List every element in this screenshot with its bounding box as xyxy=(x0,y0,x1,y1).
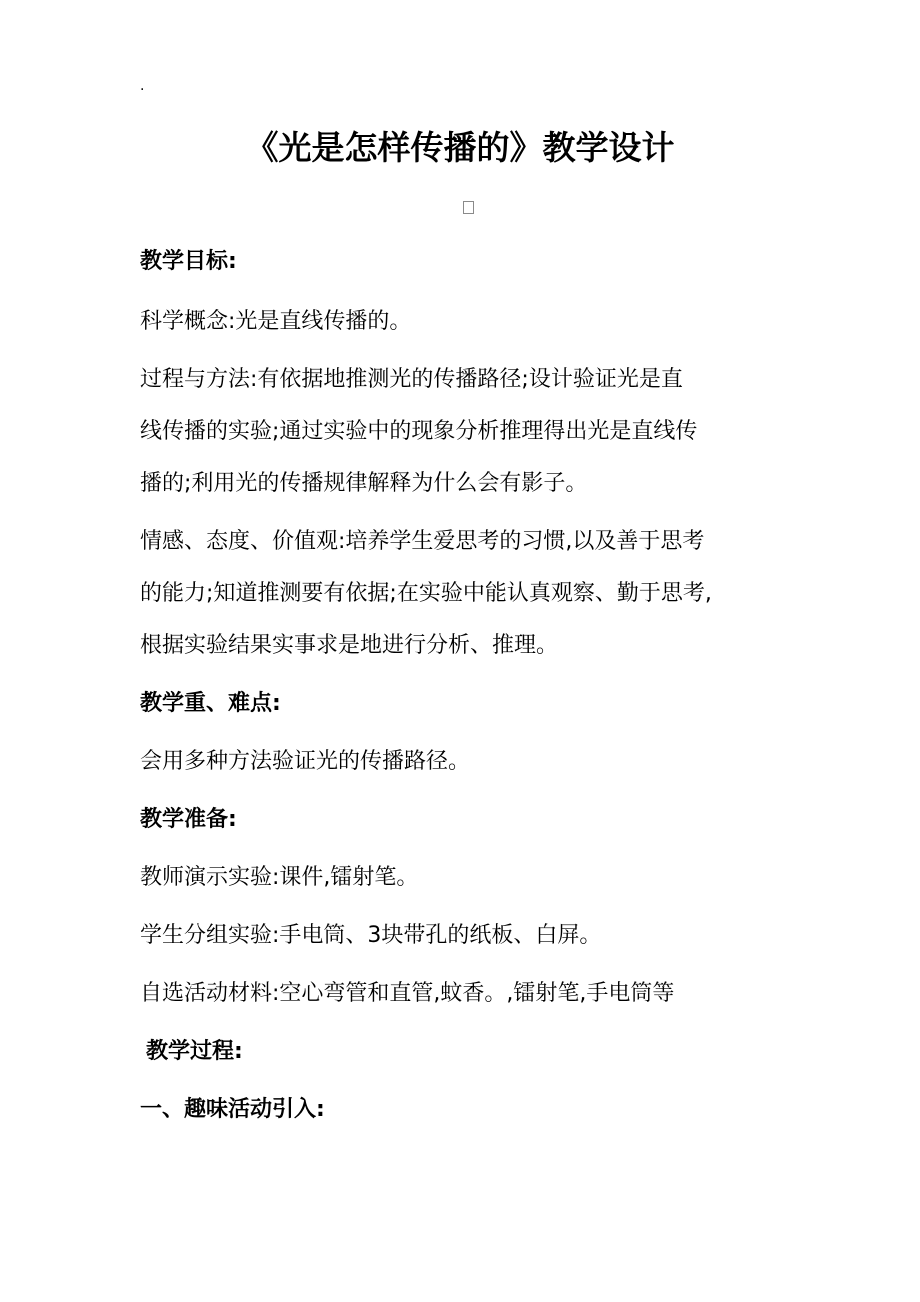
missing-image-icon xyxy=(463,201,474,214)
key-points-heading: 教学重、难点: xyxy=(140,691,281,716)
document-body xyxy=(140,247,790,1125)
key-points-text: 会用多种方法验证光的传播路径。 xyxy=(140,749,471,774)
process-method-paragraph xyxy=(140,365,790,499)
process-method-line: 线传播的实验;通过实验中的现象分析推理得出光是直线传 xyxy=(140,419,698,444)
header-dot: . xyxy=(140,78,145,94)
process-method-line: 播的;利用光的传播规律解释为什么会有影子。 xyxy=(140,471,588,496)
science-concept: 科学概念:光是直线传播的。 xyxy=(140,309,412,334)
student-group-prep: 学生分组实验:手电筒、3块带孔的纸板、白屏。 xyxy=(140,923,602,948)
emotion-attitude-line: 情感、态度、价值观:培养学生爱思考的习惯,以及善于思考 xyxy=(140,529,705,554)
emotion-attitude-line: 根据实验结果实事求是地进行分析、推理。 xyxy=(140,633,559,658)
optional-materials-prep: 自选活动材料:空心弯管和直管,蚊香。,镭射笔,手电筒等 xyxy=(140,981,675,1006)
emotion-attitude-line: 的能力;知道推测要有依据;在实验中能认真观察、勤于思考, xyxy=(140,581,712,606)
process-heading: 教学过程: xyxy=(146,1039,243,1064)
preparation-heading: 教学准备: xyxy=(140,807,237,832)
step-one-heading: 一、趣味活动引入: xyxy=(140,1097,325,1122)
emotion-attitude-paragraph xyxy=(140,527,790,661)
document-title: 《光是怎样传播的》教学设计 xyxy=(245,128,675,167)
process-method-line: 过程与方法:有依据地推测光的传播路径;设计验证光是直 xyxy=(140,367,683,392)
objectives-heading: 教学目标: xyxy=(140,249,237,274)
teacher-demo-prep: 教师演示实验:课件,镭射笔。 xyxy=(140,865,419,890)
